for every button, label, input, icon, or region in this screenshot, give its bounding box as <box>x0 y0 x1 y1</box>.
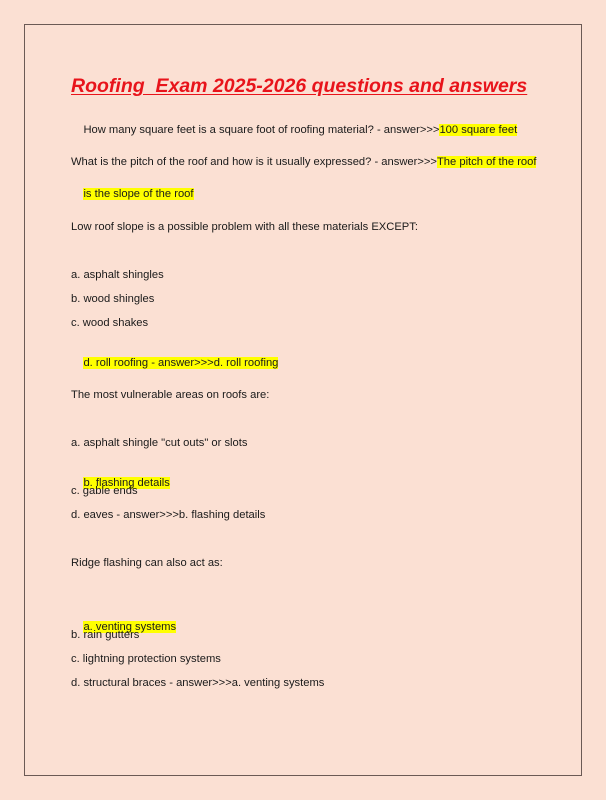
document-body <box>71 74 541 689</box>
question-3-option-c: c. wood shakes <box>71 317 149 329</box>
question-4-text: The most vulnerable areas on roofs are: <box>71 389 270 401</box>
question-5-option-c: c. lightning protection systems <box>71 653 221 665</box>
question-4-option-b-highlight: b. flashing details <box>83 477 170 489</box>
document-title: Roofing Exam 2025-2026 questions and answers <box>71 75 528 97</box>
question-3-option-d <box>71 339 278 387</box>
question-3-option-b: b. wood shingles <box>71 293 155 305</box>
question-3-text: Low roof slope is a possible problem with all these materials EXCEPT: <box>71 221 418 233</box>
question-2-continued <box>71 170 194 218</box>
question-5-option-d: d. structural braces - answer>>>a. venting systems <box>71 677 325 689</box>
question-2-answer-part2: is the slope of the roof <box>83 188 194 200</box>
question-3-answer: d. roll roofing - answer>>>d. roll roofing <box>83 357 279 369</box>
question-2-text: What is the pitch of the roof and how is it usually expressed? - answer>>> <box>71 156 437 168</box>
question-4-option-d: d. eaves - answer>>>b. flashing details <box>71 509 266 521</box>
question-1 <box>71 106 517 154</box>
question-4-option-c: c. gable ends <box>71 485 138 497</box>
question-5-option-a-highlight: a. venting systems <box>83 621 177 633</box>
question-1-text: How many square feet is a square foot of roofing material? - answer>>> <box>83 124 440 136</box>
question-5-text: Ridge flashing can also act as: <box>71 557 223 569</box>
question-1-answer: 100 square feet <box>439 124 518 136</box>
question-4-option-a: a. asphalt shingle "cut outs" or slots <box>71 437 248 449</box>
question-2-answer-part1: The pitch of the roof <box>436 156 537 168</box>
question-5-option-b: b. rain gutters <box>71 629 140 641</box>
question-2 <box>71 154 541 170</box>
question-3-option-a: a. asphalt shingles <box>71 269 164 281</box>
